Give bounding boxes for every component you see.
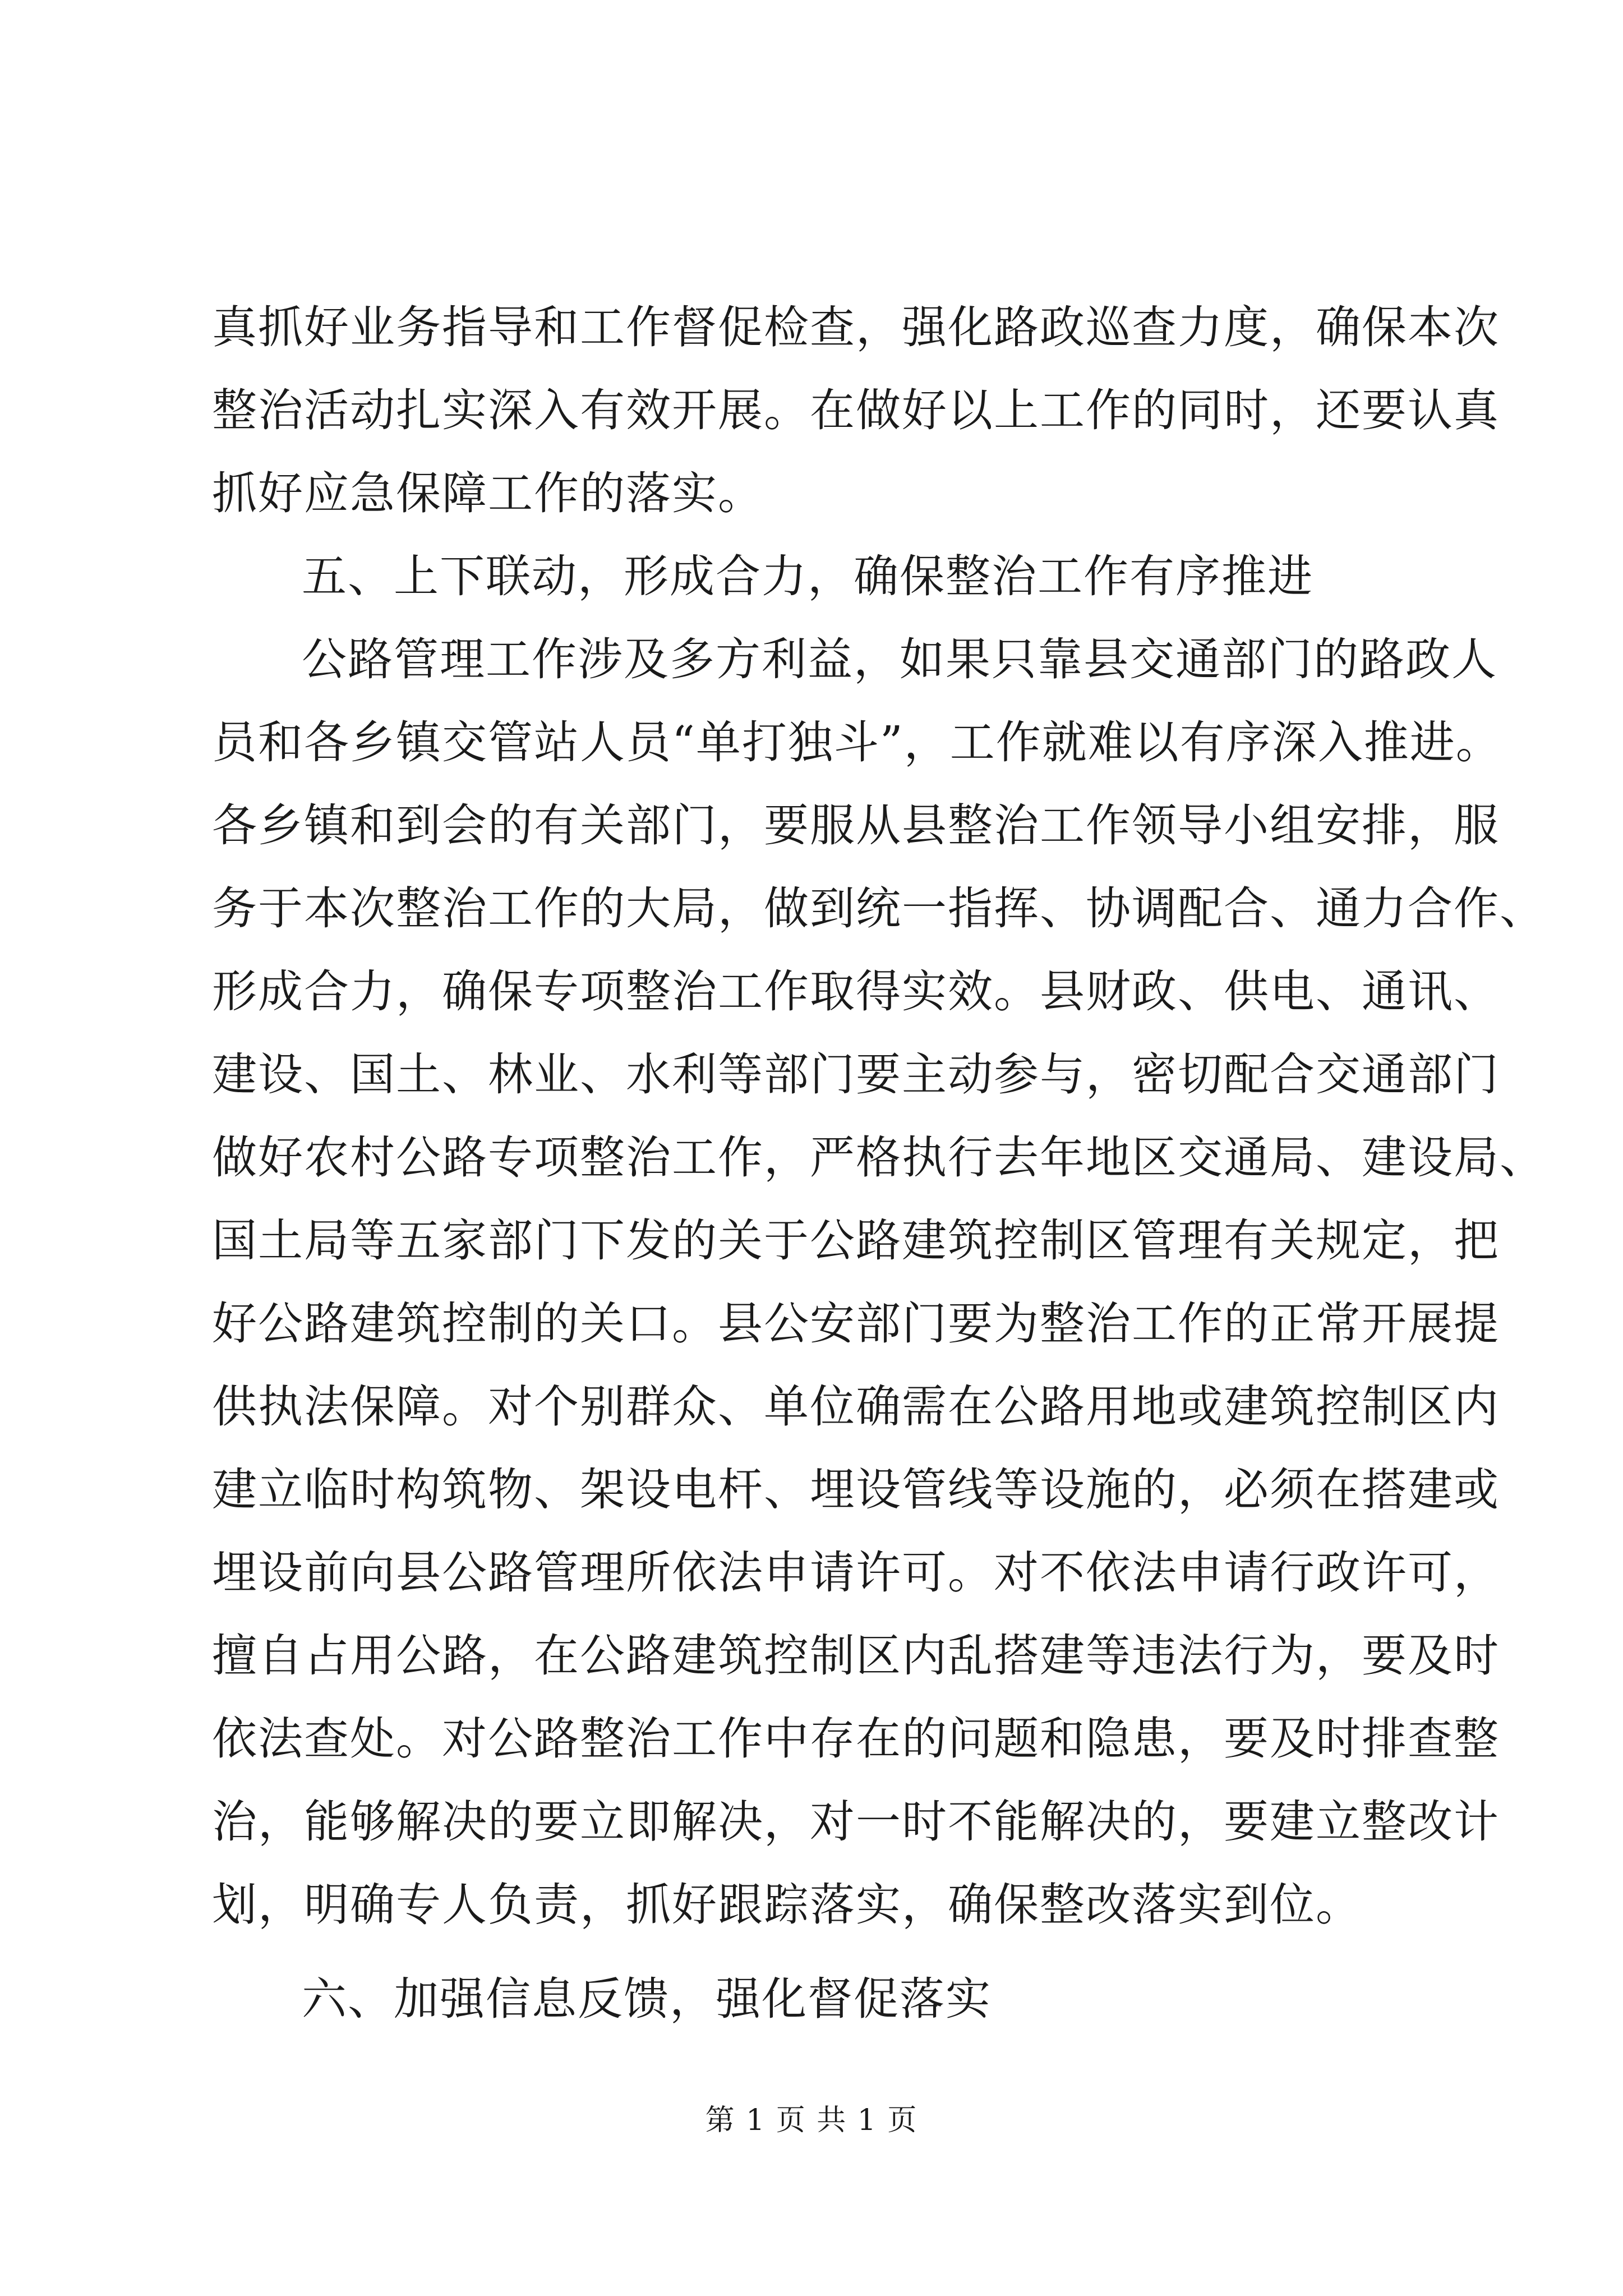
text-line: 擅自占用公路，在公路建筑控制区内乱搭建等违法行为，要及时 bbox=[212, 1630, 1500, 1682]
text-line: 各乡镇和到会的有关部门，要服从县整治工作领导小组安排，服 bbox=[212, 799, 1500, 852]
text-line: 建立临时构筑物、架设电杆、埋设管线等设施的，必须在搭建或 bbox=[212, 1464, 1500, 1516]
text-line: 做好农村公路专项整治工作，严格执行去年地区交通局、建设局、 bbox=[212, 1131, 1546, 1184]
text-line: 供执法保障。对个别群众、单位确需在公路用地或建筑控制区内 bbox=[212, 1381, 1500, 1433]
document-body bbox=[212, 286, 1546, 2041]
text-line: 务于本次整治工作的大局，做到统一指挥、协调配合、通力合作、 bbox=[212, 882, 1546, 935]
text-line: 公路管理工作涉及多方利益，如果只靠县交通部门的路政人 bbox=[302, 633, 1497, 685]
text-line: 形成合力，确保专项整治工作取得实效。县财政、供电、通讯、 bbox=[212, 965, 1500, 1018]
text-line: 整治活动扎实深入有效开展。在做好以上工作的同时，还要认真 bbox=[212, 384, 1500, 436]
text-line: 员和各乡镇交管站人员“单打独斗”，工作就难以有序深入推进。 bbox=[212, 716, 1502, 769]
text-line: 治，能够解决的要立即解决，对一时不能解决的，要建立整改计 bbox=[212, 1796, 1500, 1848]
section-heading-6: 六、加强信息反馈，强化督促落实 bbox=[302, 1973, 992, 2025]
text-line: 好公路建筑控制的关口。县公安部门要为整治工作的正常开展提 bbox=[212, 1297, 1500, 1350]
text-line: 划，明确专人负责，抓好跟踪落实，确保整改落实到位。 bbox=[212, 1879, 1362, 1931]
section-heading-5: 五、上下联动，形成合力，确保整治工作有序推进 bbox=[302, 550, 1313, 602]
text-line: 抓好应急保障工作的落实。 bbox=[212, 467, 764, 519]
text-line: 建设、国土、林业、水利等部门要主动参与，密切配合交通部门 bbox=[212, 1048, 1500, 1101]
text-line: 埋设前向县公路管理所依法申请许可。对不依法申请行政许可， bbox=[212, 1547, 1500, 1599]
page-footer: 第 1 页 共 1 页 bbox=[705, 2104, 918, 2137]
text-line: 真抓好业务指导和工作督促检查，强化路政巡查力度，确保本次 bbox=[212, 301, 1500, 353]
text-line: 国土局等五家部门下发的关于公路建筑控制区管理有关规定，把 bbox=[212, 1214, 1500, 1267]
text-line: 依法查处。对公路整治工作中存在的问题和隐患，要及时排查整 bbox=[212, 1713, 1500, 1765]
